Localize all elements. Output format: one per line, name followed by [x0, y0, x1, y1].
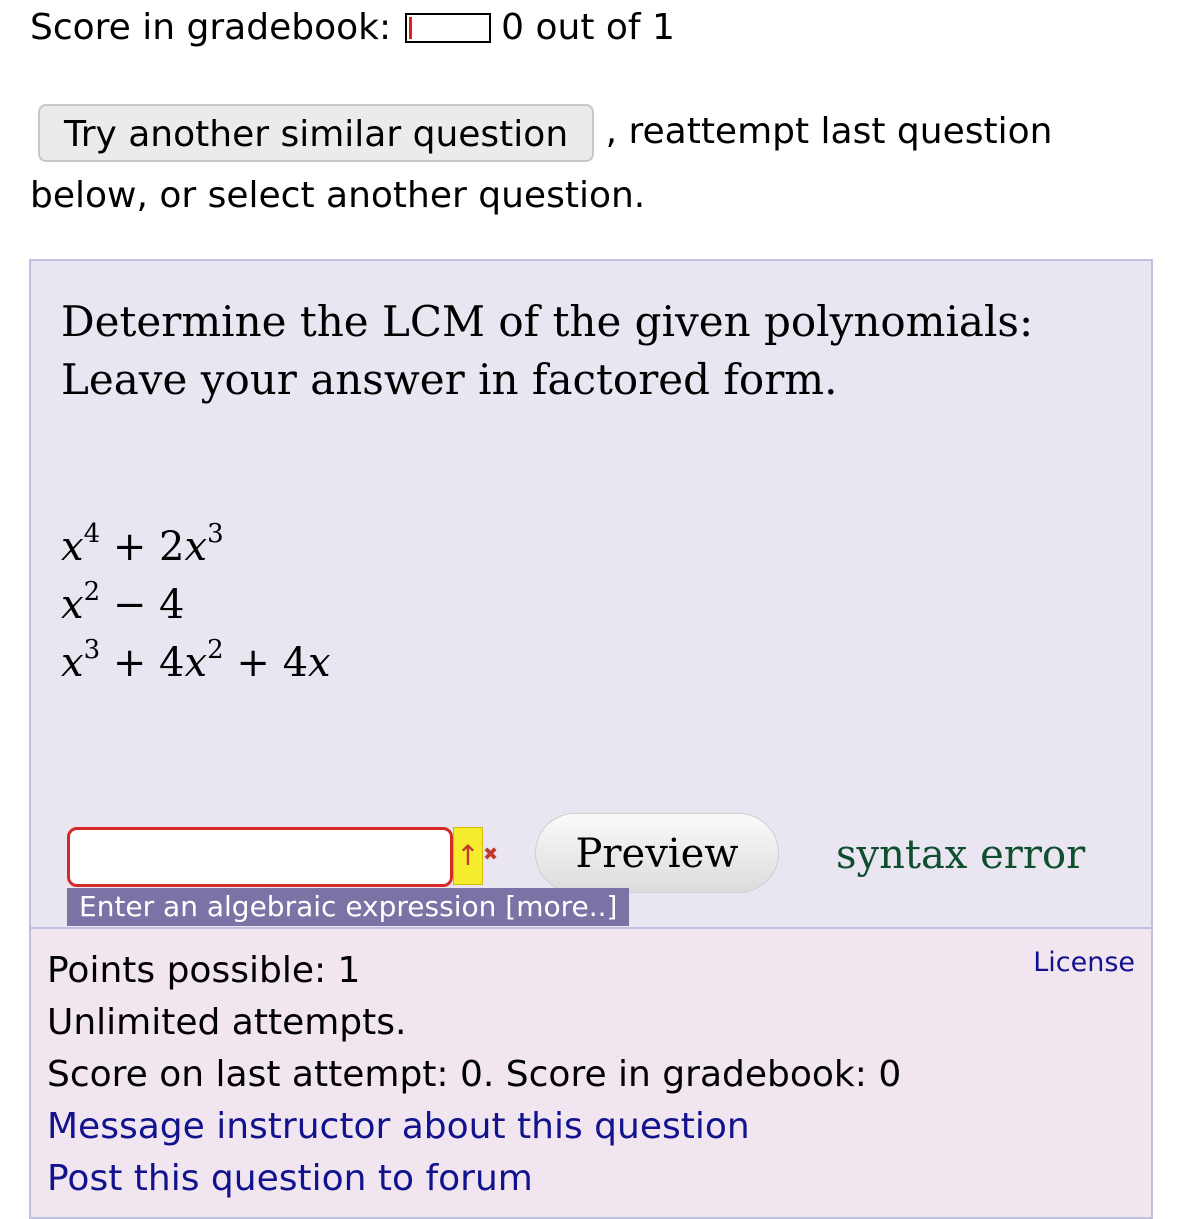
hint-more-link[interactable]: [more..]	[505, 890, 618, 923]
answer-input[interactable]	[67, 827, 453, 887]
message-instructor-link[interactable]: Message instructor about this question	[47, 1106, 750, 1147]
polynomial-1: $x^4 + 2x^3$	[61, 519, 224, 570]
score-label: Score in gradebook:	[30, 7, 392, 48]
error-x-icon: ✖	[483, 844, 499, 865]
attempts-info: Unlimited attempts.	[47, 1002, 407, 1043]
license-link[interactable]: License	[1033, 947, 1135, 978]
syntax-error-status: syntax error	[836, 832, 1086, 878]
score-progress-bar	[405, 13, 491, 43]
math-entry-toggle-button[interactable]	[453, 827, 483, 885]
answer-format-hint	[67, 888, 629, 926]
question-panel	[29, 259, 1153, 929]
question-prompt	[61, 293, 1033, 409]
retry-text: , reattempt last question below, or select another question.	[30, 111, 1053, 216]
hint-text: Enter an algebraic expression	[79, 890, 497, 923]
score-progress-fill	[409, 17, 412, 39]
question-info-panel	[29, 929, 1153, 1219]
polynomial-3: $x^3 + 4x^2 + 4x$	[61, 635, 331, 686]
prompt-line-2: Leave your answer in factored form.	[61, 355, 838, 404]
preview-button[interactable]: Preview	[535, 813, 779, 893]
try-similar-question-button[interactable]: Try another similar question	[38, 104, 594, 162]
retry-instructions	[30, 100, 1160, 228]
post-to-forum-link[interactable]: Post this question to forum	[47, 1158, 533, 1199]
up-arrow-icon: ↑	[456, 839, 480, 872]
score-value: 0 out of 1	[501, 7, 675, 48]
points-possible: Points possible: 1	[47, 950, 361, 991]
polynomial-2: $x^2 - 4$	[61, 577, 185, 628]
score-summary	[30, 4, 675, 52]
prompt-line-1: Determine the LCM of the given polynomials:	[61, 297, 1034, 346]
last-attempt-score: Score on last attempt: 0. Score in gradebook: 0	[47, 1054, 902, 1095]
